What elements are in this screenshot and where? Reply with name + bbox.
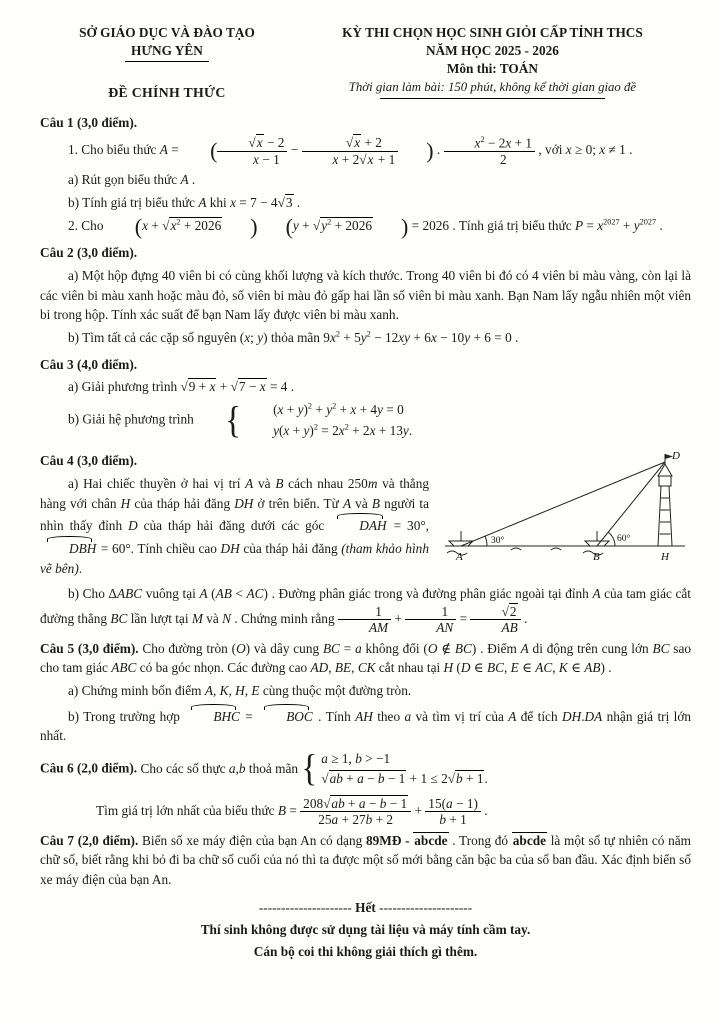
subject-line: Môn thi: TOÁN	[446, 60, 538, 76]
q6-find: Tìm giá trị lớn nhất của biểu thức B = $\frac{208√ab + a - b - 1}{25a + 27b + 2}$ + $\frac{15(a - 1)}{b + 1}$ .	[96, 796, 488, 828]
q2-part-a: a) Một hộp đựng 40 viên bi có cùng khối lượng và kích thước. Trong 40 viên bi đó có 4 viên bi màu vàng, còn lại là các viên bi màu xanh hoặc màu đỏ, số viên bi màu đỏ gấp hai lần số viên bi màu xanh. Bạn Nam lấy ngẫu nhiên một viên bi trong hộp. Tính xác suất để bạn Nam lấy được viên bi màu xanh.	[40, 267, 691, 323]
water-wave	[511, 548, 521, 550]
province-name: HƯNG YÊN	[125, 42, 209, 62]
point-h-label: H	[661, 551, 669, 564]
q7-title: Câu 7 (2,0 điểm).	[40, 832, 139, 848]
q2-title: Câu 2 (3,0 điểm).	[40, 245, 138, 261]
header-left	[40, 24, 294, 103]
q3-part-b: b) Giải hệ phương trình { $(x + y)^2 + y^2 + x + 4y = 0$ $y(x + y)^2 = 2x^2 + 2x + 13y$.	[68, 398, 413, 442]
point-a-label: A	[456, 551, 463, 564]
figure-box	[439, 446, 691, 564]
q3-title: Câu 3 (4,0 điểm).	[40, 356, 138, 372]
q7-body	[40, 831, 691, 890]
exam-title: KỲ THI CHỌN HỌC SINH GIỎI CẤP TỈNH THCS	[342, 25, 643, 40]
q3-part-a: a) Giải phương trình √9 + x + √7 − x = 4 .	[68, 379, 295, 395]
q6-intro	[40, 749, 691, 790]
question-4	[40, 444, 691, 581]
q5-intro-text: Cho đường tròn (O) và dây cung BC = a không đổi (O ∉ BC) . Điểm A di động trên cung lớn BC sao cho tam giác ABC có ba góc nhọn. Các đường cao AD, BE, CK cắt nhau tại H (D ∈ BC, E ∈ AC, K ∈ AB) .	[40, 640, 691, 676]
q5-intro	[40, 639, 691, 678]
q6-title: Câu 6 (2,0 điểm).	[40, 760, 138, 776]
point-b-label: B	[593, 551, 600, 564]
q6-condition: Cho các số thực a,b thoả mãn { a ≥ 1, b > −1 √ab + a − b − 1 + 1 ≤ 2√b + 1.	[140, 747, 488, 791]
q5-part-a: a) Chứng minh bốn điểm A, K, H, E cùng thuộc một đường tròn.	[68, 682, 412, 698]
q1-part-2: 2. Cho ($x + √x^2 + 2026$ ) ($y + √y^2 + 2026$ ) = 2026 . Tính giá trị biểu thức $P = x^{2027} + y^{2027}$ .	[68, 213, 663, 239]
footer-rule-1: Thí sinh không được sử dụng tài liệu và máy tính cầm tay.	[200, 922, 531, 938]
exam-body	[40, 113, 691, 962]
header	[40, 24, 691, 103]
q1-part-b: b) Tính giá trị biểu thức A khi x = 7 − 4√3 .	[68, 194, 301, 210]
point-d-label: D	[672, 450, 680, 463]
angle-arc-b	[608, 532, 615, 546]
lighthouse-roof	[658, 464, 672, 476]
water-wave	[551, 548, 561, 550]
q1-intro: 1. Cho biểu thức A = ( $\frac{√x - 2}{x - 1}$ − $\frac{√x + 2}{x + 2√x + 1}$ ) . $\frac{x^2 - 2x + 1}{2}$ , với x ≥ 0; x ≠ 1 .	[68, 135, 633, 167]
header-right	[294, 24, 691, 103]
school-year: NĂM HỌC 2025 - 2026	[425, 42, 559, 58]
header-rule	[380, 98, 605, 99]
end-divider: --------------------- Hết ---------------------	[258, 899, 473, 915]
lighthouse-tower	[658, 486, 672, 546]
q1-part-a: a) Rút gọn biểu thức A .	[68, 172, 196, 188]
sightline-b-d	[597, 462, 665, 546]
q4-part-b: b) Cho ΔABC vuông tại A (AB < AC) . Đường phân giác trong và đường phân giác ngoài tại đỉnh A của tam giác cắt đường thẳng BC lần lượt tại M và N . Chứng minh rằng $\frac{1}{AM}$ + $\frac{1}{AN}$ = $\frac{√2}{AB}$ .	[40, 586, 691, 636]
angle-arc-a	[485, 536, 487, 546]
duration-line: Thời gian làm bài: 150 phút, không kể thời gian giao đề	[348, 79, 637, 94]
footer-rule-2: Cán bộ coi thi không giải thích gì thêm.	[253, 944, 478, 959]
sightline-a-d	[461, 462, 665, 546]
department-name: SỞ GIÁO DỤC VÀ ĐÀO TẠO	[79, 25, 255, 40]
official-exam-label: ĐỀ CHÍNH THỨC	[108, 84, 226, 100]
q4-part-a: a) Hai chiếc thuyền ở hai vị trí A và B cách nhau 250m và thẳng hàng với chân H của tháp hải đăng DH ở trên biển. Từ A và B người ta nhìn thấy đỉnh D của tháp hải đăng dưới các góc DAH = 30°, DBH = 60°. Tính chiều cao DH của tháp hải đăng (tham khảo hình vẽ bên).	[40, 475, 429, 576]
q4-title: Câu 4 (3,0 điểm).	[40, 453, 138, 469]
q1-title: Câu 1 (3,0 điểm).	[40, 114, 138, 130]
angle-60-label: 60°	[617, 534, 631, 545]
angle-30-label: 30°	[491, 536, 505, 547]
q7-text: Biển số xe máy điện của bạn An có dạng 89MĐ - abcde . Trong đó abcde là một số tự nhiên có năm chữ số, biết rằng khi bỏ đi ba chữ số cuối của nó thì ta được một số mới bằng căn bậc ba của số ban đầu. Xác định biển số xe máy điện của bạn An.	[40, 832, 691, 887]
q5-title: Câu 5 (3,0 điểm).	[40, 640, 139, 656]
lighthouse-figure	[439, 446, 691, 564]
lighthouse-lantern	[659, 476, 671, 486]
boat-a	[449, 541, 473, 546]
q5-part-b: b) Trong trường hợp BHC = BOC . Tính AH theo a và tìm vị trí của A để tích DH.DA nhận giá trị lớn nhất.	[40, 704, 691, 746]
q2-part-b: b) Tìm tất cả các cặp số nguyên (x; y) thỏa mãn $9x^2 + 5y^2 - 12xy + 6x - 10y + 6 = 0$ .	[68, 329, 519, 345]
